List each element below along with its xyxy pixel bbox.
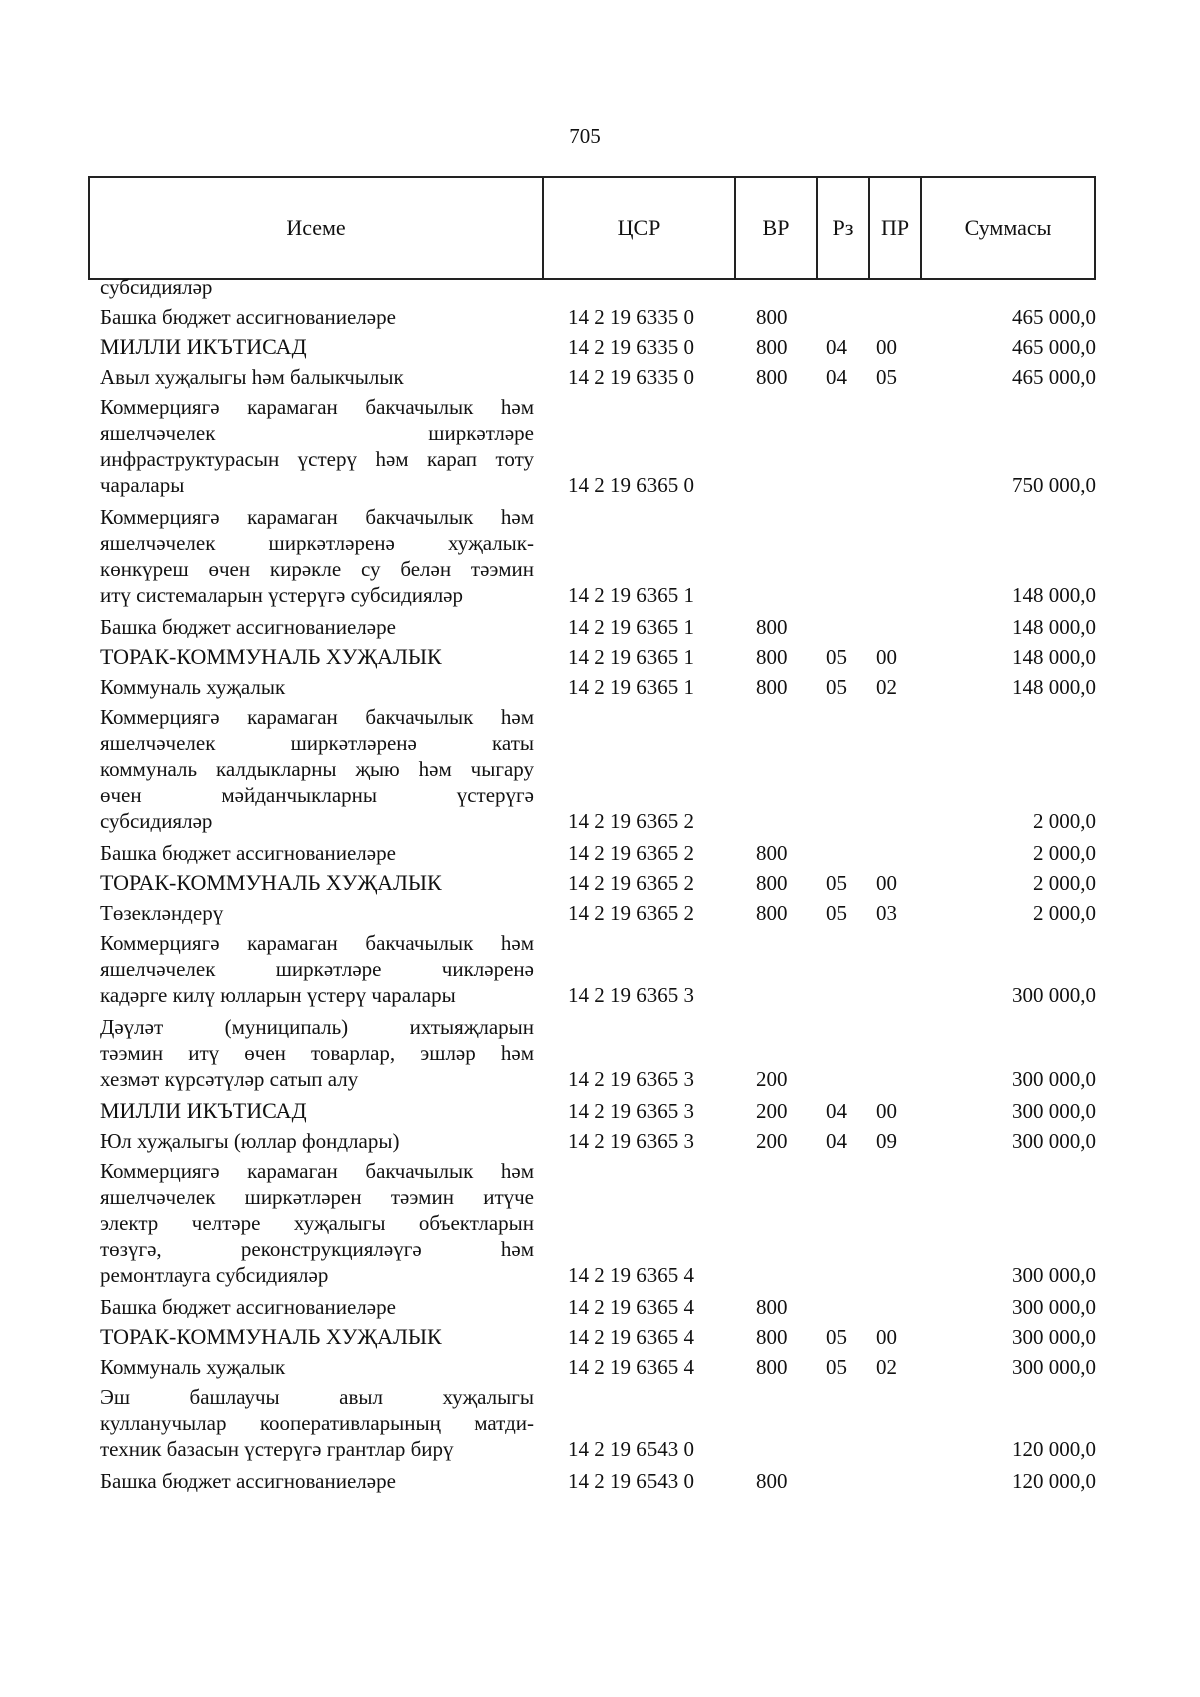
row-rz: 04 bbox=[826, 1099, 847, 1123]
table-row bbox=[0, 1354, 1200, 1380]
row-vr: 800 bbox=[756, 645, 788, 669]
row-csr: 14 2 19 6335 0 bbox=[568, 305, 694, 329]
table-row bbox=[0, 674, 1200, 700]
row-name-line: Башка бюджет ассигнованиеләре bbox=[100, 1469, 396, 1493]
row-pr: 02 bbox=[876, 1355, 897, 1379]
row-name-line: ремонтлауга субсидияләр bbox=[100, 1263, 329, 1287]
table-row bbox=[0, 870, 1200, 896]
table-row bbox=[0, 394, 1200, 498]
row-csr: 14 2 19 6365 4 bbox=[568, 1355, 694, 1379]
row-sum: 148 000,0 bbox=[1012, 645, 1096, 669]
row-name-line: кадәрге килү юлларын үстерү чаралары bbox=[100, 983, 456, 1007]
row-name bbox=[100, 1354, 534, 1380]
row-name-line: кулланучылар кооперативларының матди- bbox=[100, 1411, 534, 1435]
row-csr: 14 2 19 6365 2 bbox=[568, 809, 694, 833]
row-name-line: яшелчәчелек ширкәтләрен тәэмин итүче bbox=[100, 1185, 534, 1209]
row-vr: 800 bbox=[756, 1469, 788, 1493]
table-row bbox=[0, 504, 1200, 608]
row-name-line: төзүгә, реконструкцияләүгә һәм bbox=[100, 1237, 534, 1261]
row-sum: 750 000,0 bbox=[1012, 473, 1096, 497]
table-row bbox=[0, 304, 1200, 330]
row-name bbox=[100, 930, 534, 1008]
table-row bbox=[0, 840, 1200, 866]
row-name-line: Авыл хуҗалыгы һәм балыкчылык bbox=[100, 365, 404, 389]
row-sum: 300 000,0 bbox=[1012, 1355, 1096, 1379]
row-sum: 148 000,0 bbox=[1012, 675, 1096, 699]
header-csr: ЦСР bbox=[544, 178, 736, 278]
row-sum: 465 000,0 bbox=[1012, 335, 1096, 359]
row-name bbox=[100, 900, 534, 926]
row-sum: 465 000,0 bbox=[1012, 305, 1096, 329]
page-number: 705 bbox=[569, 124, 601, 148]
row-sum: 120 000,0 bbox=[1012, 1469, 1096, 1493]
table-row bbox=[0, 1384, 1200, 1462]
table-row bbox=[0, 274, 1200, 300]
row-vr: 800 bbox=[756, 335, 788, 359]
row-name-line: Эш башлаучы авыл хуҗалыгы bbox=[100, 1385, 534, 1409]
row-sum: 2 000,0 bbox=[1033, 841, 1096, 865]
row-vr: 800 bbox=[756, 675, 788, 699]
row-rz: 05 bbox=[826, 871, 847, 895]
row-name-line: яшелчәчелек ширкәтләре чикләренә bbox=[100, 957, 534, 981]
row-csr: 14 2 19 6543 0 bbox=[568, 1437, 694, 1461]
row-sum: 148 000,0 bbox=[1012, 615, 1096, 639]
row-csr: 14 2 19 6365 4 bbox=[568, 1295, 694, 1319]
row-name bbox=[100, 1098, 534, 1124]
row-csr: 14 2 19 6365 2 bbox=[568, 841, 694, 865]
row-name bbox=[100, 614, 534, 640]
table-row bbox=[0, 900, 1200, 926]
row-name-line: Дәүләт (муниципаль) ихтыяҗларын bbox=[100, 1015, 534, 1039]
table-row bbox=[0, 1468, 1200, 1494]
row-vr: 800 bbox=[756, 305, 788, 329]
row-name-line: МИЛЛИ ИКЪТИСАД bbox=[100, 1098, 307, 1123]
row-name bbox=[100, 1294, 534, 1320]
row-pr: 05 bbox=[876, 365, 897, 389]
row-vr: 800 bbox=[756, 1355, 788, 1379]
table-row bbox=[0, 1158, 1200, 1288]
row-csr: 14 2 19 6365 1 bbox=[568, 675, 694, 699]
row-vr: 800 bbox=[756, 615, 788, 639]
row-name bbox=[100, 840, 534, 866]
row-name-line: инфраструктурасын үстерү һәм карап тоту bbox=[100, 447, 534, 471]
row-pr: 02 bbox=[876, 675, 897, 699]
row-name-line: Башка бюджет ассигнованиеләре bbox=[100, 615, 396, 639]
row-name-line: итү системаларын үстерүгә субсидияләр bbox=[100, 583, 463, 607]
header-rz: Рз bbox=[818, 178, 870, 278]
row-name bbox=[100, 1384, 534, 1462]
table-row bbox=[0, 1098, 1200, 1124]
row-csr: 14 2 19 6365 0 bbox=[568, 473, 694, 497]
row-rz: 05 bbox=[826, 675, 847, 699]
row-name-line: Коммуналь хуҗалык bbox=[100, 1355, 286, 1379]
row-name bbox=[100, 1324, 534, 1350]
row-rz: 05 bbox=[826, 901, 847, 925]
row-sum: 148 000,0 bbox=[1012, 583, 1096, 607]
row-name-line: Коммерциягә карамаган бакчачылык һәм bbox=[100, 505, 534, 529]
row-sum: 300 000,0 bbox=[1012, 1129, 1096, 1153]
row-name-line: Коммерциягә карамаган бакчачылык һәм bbox=[100, 931, 534, 955]
row-name-line: яшелчәчелек ширкәтләре bbox=[100, 421, 534, 445]
table-row bbox=[0, 364, 1200, 390]
row-pr: 00 bbox=[876, 645, 897, 669]
table-row bbox=[0, 614, 1200, 640]
row-sum: 300 000,0 bbox=[1012, 1099, 1096, 1123]
row-name bbox=[100, 704, 534, 834]
row-name-line: өчен мәйданчыкларны үстерүгә bbox=[100, 783, 534, 807]
row-name-line: көнкүреш өчен кирәкле су белән тәэмин bbox=[100, 557, 534, 581]
row-vr: 200 bbox=[756, 1099, 788, 1123]
row-name bbox=[100, 334, 534, 360]
row-name bbox=[100, 364, 534, 390]
header-pr: ПР bbox=[870, 178, 922, 278]
row-name-line: Башка бюджет ассигнованиеләре bbox=[100, 305, 396, 329]
row-vr: 800 bbox=[756, 1325, 788, 1349]
row-name-line: ТОРАК-КОММУНАЛЬ ХУҖАЛЫК bbox=[100, 644, 442, 669]
row-csr: 14 2 19 6365 1 bbox=[568, 645, 694, 669]
row-vr: 800 bbox=[756, 871, 788, 895]
row-name-line: субсидияләр bbox=[100, 275, 213, 299]
row-name-line: яшелчәчелек ширкәтләренә каты bbox=[100, 731, 534, 755]
row-name bbox=[100, 674, 534, 700]
row-csr: 14 2 19 6365 3 bbox=[568, 1099, 694, 1123]
row-sum: 2 000,0 bbox=[1033, 809, 1096, 833]
row-sum: 300 000,0 bbox=[1012, 1295, 1096, 1319]
header-name: Исеме bbox=[90, 178, 544, 278]
row-name-line: Коммерциягә карамаган бакчачылык һәм bbox=[100, 1159, 534, 1183]
row-csr: 14 2 19 6365 2 bbox=[568, 901, 694, 925]
row-vr: 800 bbox=[756, 1295, 788, 1319]
table-row bbox=[0, 1014, 1200, 1092]
row-name-line: Коммерциягә карамаган бакчачылык һәм bbox=[100, 395, 534, 419]
row-name bbox=[100, 304, 534, 330]
row-name-line: ТОРАК-КОММУНАЛЬ ХУҖАЛЫК bbox=[100, 870, 442, 895]
row-csr: 14 2 19 6335 0 bbox=[568, 365, 694, 389]
row-name bbox=[100, 504, 534, 608]
row-name bbox=[100, 644, 534, 670]
row-name-line: хезмәт күрсәтүләр сатып алу bbox=[100, 1067, 359, 1091]
row-csr: 14 2 19 6365 3 bbox=[568, 983, 694, 1007]
header-sum: Суммасы bbox=[964, 215, 1052, 240]
row-csr: 14 2 19 6365 1 bbox=[568, 615, 694, 639]
row-name-line: субсидияләр bbox=[100, 809, 213, 833]
row-sum: 300 000,0 bbox=[1012, 983, 1096, 1007]
row-name bbox=[100, 1158, 534, 1288]
row-name-line: Коммуналь хуҗалык bbox=[100, 675, 286, 699]
row-rz: 04 bbox=[826, 365, 847, 389]
row-pr: 00 bbox=[876, 1099, 897, 1123]
row-pr: 09 bbox=[876, 1129, 897, 1153]
row-rz: 05 bbox=[826, 1355, 847, 1379]
row-name bbox=[100, 1468, 534, 1494]
row-vr: 200 bbox=[756, 1129, 788, 1153]
row-name-line: Башка бюджет ассигнованиеләре bbox=[100, 1295, 396, 1319]
row-sum: 300 000,0 bbox=[1012, 1067, 1096, 1091]
row-sum: 120 000,0 bbox=[1012, 1437, 1096, 1461]
row-name bbox=[100, 394, 534, 498]
table-row bbox=[0, 334, 1200, 360]
row-sum: 300 000,0 bbox=[1012, 1325, 1096, 1349]
row-csr: 14 2 19 6365 2 bbox=[568, 871, 694, 895]
row-name-line: Юл хуҗалыгы (юллар фондлары) bbox=[100, 1129, 400, 1153]
row-pr: 03 bbox=[876, 901, 897, 925]
row-pr: 00 bbox=[876, 335, 897, 359]
row-csr: 14 2 19 6365 4 bbox=[568, 1325, 694, 1349]
row-name-line: чаралары bbox=[100, 473, 185, 497]
row-pr: 00 bbox=[876, 871, 897, 895]
table-row bbox=[0, 644, 1200, 670]
row-name bbox=[100, 870, 534, 896]
row-csr: 14 2 19 6335 0 bbox=[568, 335, 694, 359]
table-header bbox=[88, 176, 1096, 280]
table-row bbox=[0, 1324, 1200, 1350]
row-rz: 04 bbox=[826, 1129, 847, 1153]
row-name bbox=[100, 274, 534, 300]
row-rz: 05 bbox=[826, 645, 847, 669]
row-name-line: Төзекләндерү bbox=[100, 901, 224, 925]
row-csr: 14 2 19 6365 3 bbox=[568, 1067, 694, 1091]
row-csr: 14 2 19 6365 4 bbox=[568, 1263, 694, 1287]
row-sum: 2 000,0 bbox=[1033, 871, 1096, 895]
row-name-line: электр челтәре хуҗалыгы объектларын bbox=[100, 1211, 534, 1235]
table-row bbox=[0, 704, 1200, 834]
row-csr: 14 2 19 6365 1 bbox=[568, 583, 694, 607]
header-vr: ВР bbox=[736, 178, 818, 278]
row-name-line: Башка бюджет ассигнованиеләре bbox=[100, 841, 396, 865]
row-vr: 800 bbox=[756, 901, 788, 925]
row-name-line: ТОРАК-КОММУНАЛЬ ХУҖАЛЫК bbox=[100, 1324, 442, 1349]
row-rz: 04 bbox=[826, 335, 847, 359]
table-row bbox=[0, 930, 1200, 1008]
row-name bbox=[100, 1014, 534, 1092]
row-pr: 00 bbox=[876, 1325, 897, 1349]
row-name-line: коммуналь калдыкларны җыю һәм чыгару bbox=[100, 757, 534, 781]
table-row bbox=[0, 1128, 1200, 1154]
table-row bbox=[0, 1294, 1200, 1320]
row-rz: 05 bbox=[826, 1325, 847, 1349]
row-vr: 800 bbox=[756, 365, 788, 389]
row-name-line: техник базасын үстерүгә грантлар бирү bbox=[100, 1437, 454, 1461]
row-name bbox=[100, 1128, 534, 1154]
row-sum: 2 000,0 bbox=[1033, 901, 1096, 925]
row-name-line: Коммерциягә карамаган бакчачылык һәм bbox=[100, 705, 534, 729]
row-name-line: яшелчәчелек ширкәтләренә хуҗалык- bbox=[100, 531, 534, 555]
row-csr: 14 2 19 6365 3 bbox=[568, 1129, 694, 1153]
row-sum: 465 000,0 bbox=[1012, 365, 1096, 389]
row-sum: 300 000,0 bbox=[1012, 1263, 1096, 1287]
row-name-line: тәэмин итү өчен товарлар, эшләр һәм bbox=[100, 1041, 534, 1065]
row-csr: 14 2 19 6543 0 bbox=[568, 1469, 694, 1493]
row-vr: 200 bbox=[756, 1067, 788, 1091]
row-vr: 800 bbox=[756, 841, 788, 865]
row-name-line: МИЛЛИ ИКЪТИСАД bbox=[100, 334, 307, 359]
